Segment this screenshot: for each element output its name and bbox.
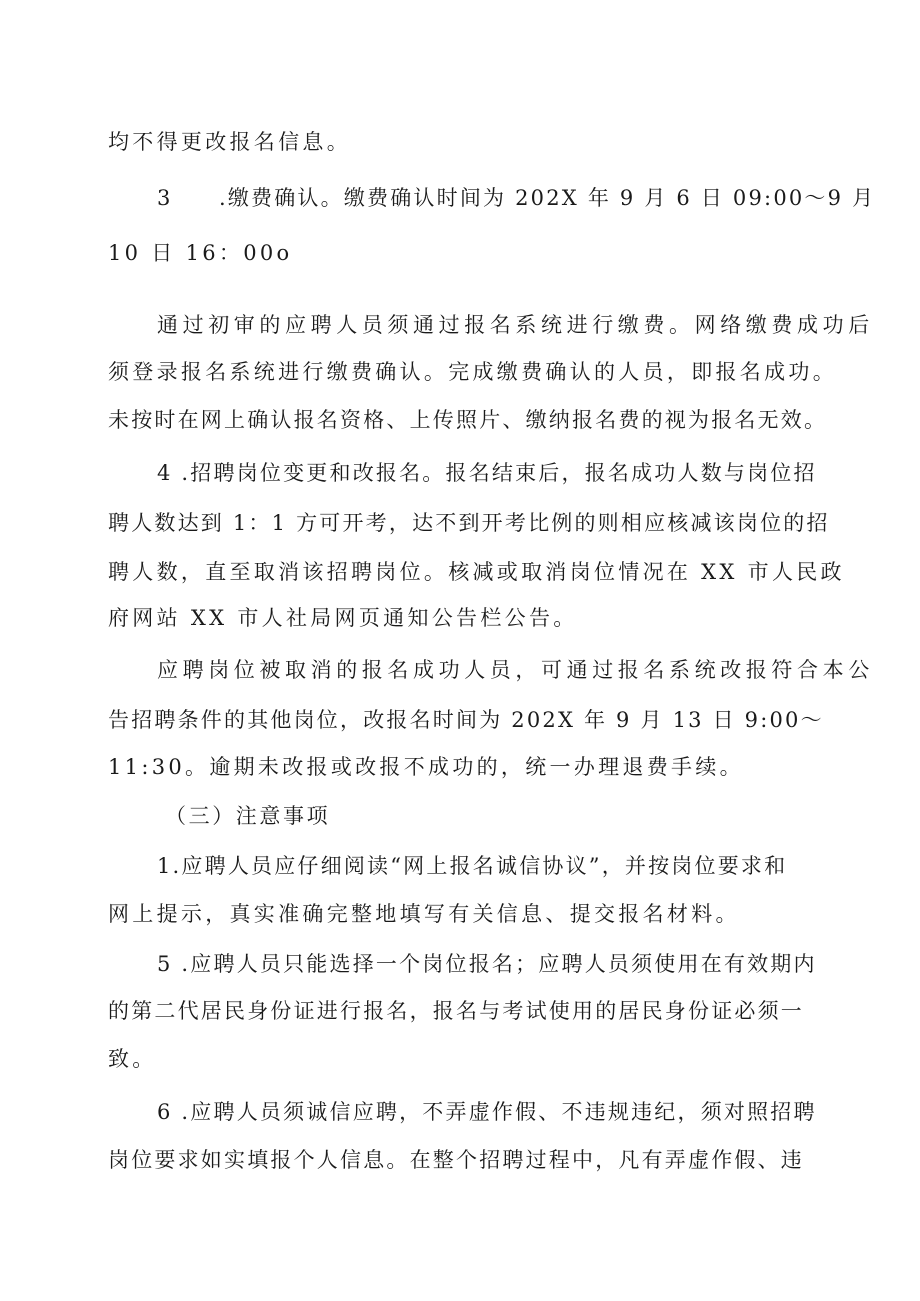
text-line: 通过初审的应聘人员须通过报名系统进行缴费。网络缴费成功后	[157, 313, 874, 337]
text-line: 均不得更改报名信息。	[108, 130, 351, 154]
text-line: 府网站 XX 市人社局网页通知公告栏公告。	[108, 606, 578, 630]
section-heading: （三）注意事项	[165, 804, 331, 828]
text-line: 聘人数，直至取消该招聘岗位。核减或取消岗位情况在 XX 市人民政	[108, 560, 845, 584]
text-line: 4 .招聘岗位变更和改报名。报名结束后，报名成功人数与岗位招	[157, 461, 817, 485]
text-line: 未按时在网上确认报名资格、上传照片、缴纳报名费的视为报名无效。	[108, 408, 828, 432]
text-line: 致。	[108, 1047, 157, 1071]
text-line: 告招聘条件的其他岗位，改报名时间为 202X 年 9 月 13 日 9:00～	[108, 708, 824, 732]
text-line: 3 .缴费确认。缴费确认时间为 202X 年 9 月 6 日 09:00～9 月	[157, 186, 876, 210]
text-line: 聘人数达到 1：1 方可开考，达不到开考比例的则相应核减该岗位的招	[108, 511, 830, 535]
text-line: 应聘岗位被取消的报名成功人员，可通过报名系统改报符合本公	[157, 658, 874, 682]
text-line: 1.应聘人员应仔细阅读“网上报名诚信协议”，并按岗位要求和	[157, 854, 788, 878]
text-line: 6 .应聘人员须诚信应聘，不弄虚作假、不违规违纪，须对照招聘	[157, 1100, 817, 1124]
text-line: 须登录报名系统进行缴费确认。完成缴费确认的人员，即报名成功。	[108, 360, 837, 384]
text-line: 5 .应聘人员只能选择一个岗位报名；应聘人员须使用在有效期内	[157, 952, 817, 976]
text-line: 11:30。逾期未改报或改报不成功的，统一办理退费手续。	[108, 755, 744, 779]
text-line: 的第二代居民身份证进行报名，报名与考试使用的居民身份证必须一	[108, 999, 804, 1023]
text-line: 10 日 16：00o	[108, 241, 293, 265]
text-line: 岗位要求如实填报个人信息。在整个招聘过程中，凡有弄虚作假、违	[108, 1148, 804, 1172]
text-line: 网上提示，真实准确完整地填写有关信息、提交报名材料。	[108, 902, 740, 926]
